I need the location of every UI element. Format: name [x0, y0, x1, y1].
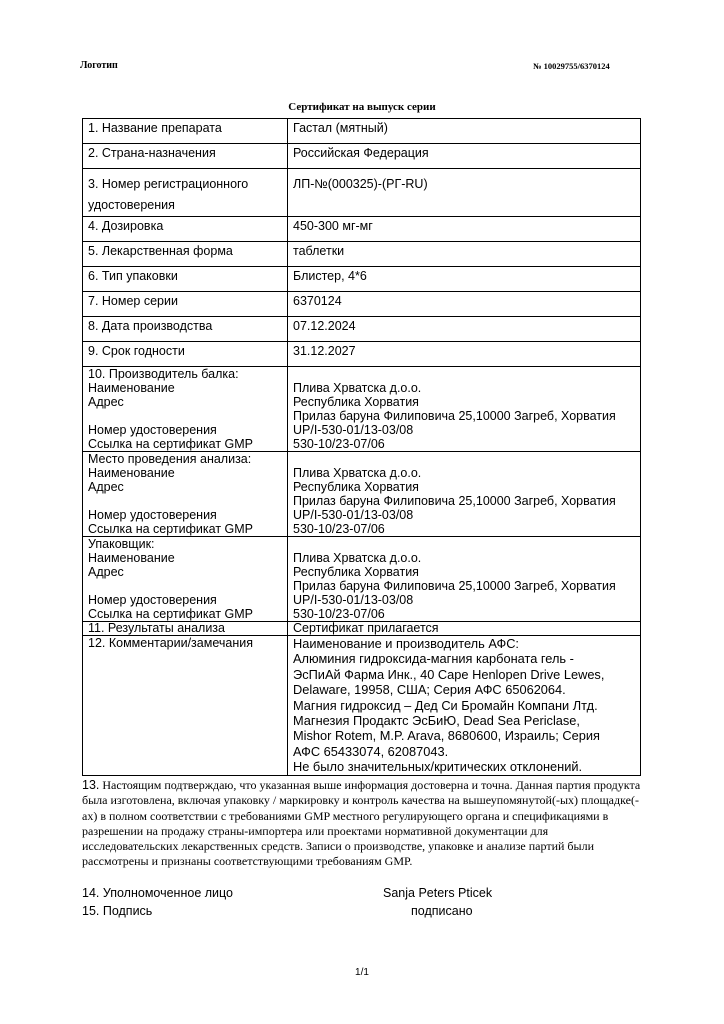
- comments-row: [83, 636, 641, 776]
- row-label: 9. Срок годности: [83, 342, 288, 367]
- row-value: Блистер, 4*6: [288, 267, 641, 292]
- cert-number: UP/I-530-01/13-03/08: [293, 593, 414, 607]
- name-label: Наименование: [88, 466, 175, 480]
- name-label: Наименование: [88, 381, 175, 395]
- cert-label: Номер удостоверения: [88, 508, 217, 522]
- row-label: 6. Тип упаковки: [83, 267, 288, 292]
- row-label: 11. Результаты анализа: [83, 622, 288, 636]
- comment-line: Mishor Rotem, M.P. Arava, 8680600, Израиль; Серия: [293, 728, 600, 744]
- company-address: Прилаз баруна Филиповича 25,10000 Загреб, Хорватия: [293, 579, 616, 593]
- row-value: ЛП-№(000325)-(РГ-RU): [288, 169, 641, 217]
- cert-label: Номер удостоверения: [88, 593, 217, 607]
- row-value: 31.12.2027: [288, 342, 641, 367]
- row-label: 12. Комментарии/замечания: [83, 636, 288, 776]
- row-label: 5. Лекарственная форма: [83, 242, 288, 267]
- block-values: [288, 537, 641, 622]
- table-row: [83, 217, 641, 242]
- signature-value: подписано: [411, 904, 473, 918]
- company-country: Республика Хорватия: [293, 395, 419, 409]
- table-row: [83, 292, 641, 317]
- page-title: Сертификат на выпуск серии: [288, 101, 436, 113]
- cert-label: Номер удостоверения: [88, 423, 217, 437]
- comments-text: [288, 636, 641, 776]
- row-value: Сертификат прилагается: [288, 622, 641, 636]
- comment-line: Наименование и производитель АФС:: [293, 636, 519, 651]
- statement-paragraph: [82, 778, 644, 870]
- address-label: Адрес: [88, 395, 124, 409]
- company-address: Прилаз баруна Филиповича 25,10000 Загреб, Хорватия: [293, 409, 616, 423]
- cert-number: UP/I-530-01/13-03/08: [293, 508, 414, 522]
- name-label: Наименование: [88, 551, 175, 565]
- block-labels: [83, 367, 288, 452]
- table-row: [83, 119, 641, 144]
- manufacturer-block: [83, 367, 641, 452]
- authorized-person-name: Sanja Peters Pticek: [383, 886, 493, 900]
- block-values: [288, 452, 641, 537]
- address-label: Адрес: [88, 565, 124, 579]
- gmp-label: Ссылка на сертификат GMP: [88, 522, 253, 536]
- row-label-line: 3. Номер регистрационного: [88, 177, 249, 191]
- cert-number: UP/I-530-01/13-03/08: [293, 423, 414, 437]
- gmp-ref: 530-10/23-07/06: [293, 607, 385, 621]
- company-address: Прилаз баруна Филиповича 25,10000 Загреб, Хорватия: [293, 494, 616, 508]
- company-name: Плива Хрватска д.о.о.: [293, 466, 422, 480]
- statement-text: Настоящим подтверждаю, что указанная выше информация достоверна и точна. Данная партия продукта была изготовлена, включая упаковку / маркировку и контроль качества на вышеупомянутой(-ых) площадке(-ах) в полном соответствии с требованиями GMP местного регулирующего органа и спецификациями в разрешении на продажу страны-импортера или проектами нормативной документации для исследовательских лекарственных средств. Записи о производстве, упаковке и анализе партий были рассмотрены и признаны соответствующими требованиям GMP.: [82, 778, 641, 869]
- comment-line: Алюминия гидроксида-магния карбоната гель -: [293, 651, 574, 667]
- company-name: Плива Хрватска д.о.о.: [293, 551, 422, 565]
- row-value: 6370124: [288, 292, 641, 317]
- row-value: 450-300 мг-мг: [288, 217, 641, 242]
- signature-label: 15. Подпись: [82, 904, 153, 918]
- block-heading: Упаковщик:: [88, 537, 155, 551]
- row-label: [83, 169, 288, 217]
- comment-line: Магнезия Продактс ЭсБиЮ, Dead Sea Periclase,: [293, 713, 580, 729]
- comment-line: АФС 65433074, 62087043.: [293, 743, 449, 759]
- table-row: [83, 317, 641, 342]
- gmp-label: Ссылка на сертификат GMP: [88, 437, 253, 451]
- block-labels: [83, 452, 288, 537]
- row-label: 4. Дозировка: [83, 217, 288, 242]
- block-heading: 10. Производитель балка:: [88, 367, 239, 381]
- table-row: [83, 169, 641, 217]
- row-label-line: удостоверения: [88, 198, 175, 212]
- block-labels: [83, 537, 288, 622]
- row-label: 2. Страна-назначения: [83, 144, 288, 169]
- logo-placeholder: Логотип: [80, 60, 118, 71]
- certificate-table: [82, 118, 641, 776]
- row-label: 7. Номер серии: [83, 292, 288, 317]
- gmp-ref: 530-10/23-07/06: [293, 437, 385, 451]
- table-row: [83, 144, 641, 169]
- packer-block: [83, 537, 641, 622]
- comment-line: Магния гидроксид – Дед Си Бромайн Компани Лтд.: [293, 697, 598, 713]
- company-name: Плива Хрватска д.о.о.: [293, 381, 422, 395]
- comment-line: ЭсПиАй Фарма Инк., 40 Cape Henlopen Drive Lewes,: [293, 666, 605, 682]
- statement-number: 13.: [82, 778, 100, 792]
- certificate-number: № 10029755/6370124: [533, 61, 610, 71]
- table-row: [83, 622, 641, 636]
- page-number: 1/1: [355, 967, 369, 978]
- row-label: 8. Дата производства: [83, 317, 288, 342]
- block-values: [288, 367, 641, 452]
- address-label: Адрес: [88, 480, 124, 494]
- company-country: Республика Хорватия: [293, 480, 419, 494]
- row-value: Российская Федерация: [288, 144, 641, 169]
- authorized-person-label: 14. Уполномоченное лицо: [82, 886, 233, 900]
- row-value: 07.12.2024: [288, 317, 641, 342]
- table-row: [83, 267, 641, 292]
- table-row: [83, 242, 641, 267]
- table-row: [83, 342, 641, 367]
- row-value: таблетки: [288, 242, 641, 267]
- comment-line: Delaware, 19958, США; Серия АФС 65062064.: [293, 682, 566, 698]
- analysis-site-block: [83, 452, 641, 537]
- company-country: Республика Хорватия: [293, 565, 419, 579]
- block-heading: Место проведения анализа:: [88, 452, 252, 466]
- row-value: Гастал (мятный): [288, 119, 641, 144]
- gmp-ref: 530-10/23-07/06: [293, 522, 385, 536]
- row-label: 1. Название препарата: [83, 119, 288, 144]
- comment-line: Не было значительных/критических отклонений.: [293, 759, 583, 775]
- gmp-label: Ссылка на сертификат GMP: [88, 607, 253, 621]
